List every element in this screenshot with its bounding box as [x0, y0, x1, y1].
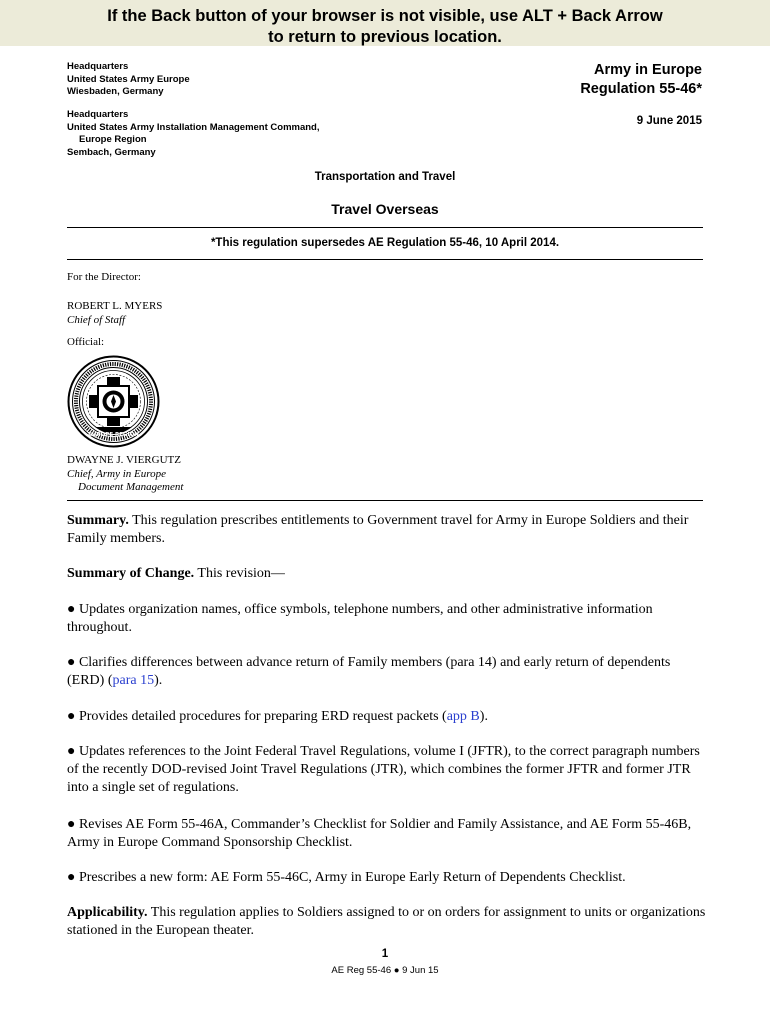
regulation-date: 9 June 2015 — [636, 115, 702, 127]
summary-of-change-paragraph — [67, 565, 707, 583]
for-the-director: For the Director: — [67, 271, 141, 283]
bullet-text: ● Provides detailed procedures for preparing ERD request packets ( — [67, 709, 447, 724]
official-signer-name: DWAYNE J. VIERGUTZ — [67, 454, 181, 466]
official-signer-block — [67, 454, 183, 495]
running-footer: AE Reg 55-46 ● 9 Jun 15 — [331, 965, 439, 976]
bullet-item: ● Updates references to the Joint Federal Travel Regulations, volume I (JFTR), to the correct paragraph numbers of the recently DOD-revised Joint Travel Regulations (JTR), which combines the former JFTR and former JTR into a single set of regulations. — [67, 744, 700, 795]
bullet-text: ). — [154, 673, 163, 688]
applicability-text: This regulation applies to Soldiers assigned to or on orders for assignment to units or organizations stationed in the European theater. — [67, 905, 706, 938]
signer-name: ROBERT L. MYERS — [67, 300, 163, 312]
hq-line: Wiesbaden, Germany — [67, 86, 164, 97]
official-label: Official: — [67, 336, 105, 348]
summary-of-change-text: This revision— — [194, 566, 285, 581]
subject-line: Transportation and Travel — [314, 171, 456, 183]
signer-title: Chief of Staff — [67, 313, 126, 326]
hq-line: Sembach, Germany — [67, 146, 156, 158]
europe-region-seal-icon — [67, 355, 160, 448]
appendix-b-link[interactable]: app B — [446, 709, 480, 724]
bullet-item: ● Updates organization names, office symbols, telephone numbers, and other administrative information throughout. — [67, 602, 653, 635]
applicability-label: Applicability. — [67, 905, 148, 920]
divider — [67, 259, 703, 260]
official-signer-title: Chief, Army in Europe — [67, 467, 166, 480]
page-number: 1 — [381, 948, 389, 960]
bullet-item: ● Revises AE Form 55-46A, Commander’s Checklist for Soldier and Family Assistance, and AE Form 55-46B, Army in Europe Command Sponsorship Checklist. — [67, 817, 692, 850]
regulation-title-line-1: Army in Europe — [594, 62, 702, 78]
bullet-item: ● Prescribes a new form: AE Form 55-46C, Army in Europe Early Return of Dependents Checklist. — [67, 870, 626, 885]
hq-line: Headquarters — [67, 61, 129, 72]
hq-line: Headquarters — [67, 109, 129, 120]
banner-line-1: If the Back button of your browser is not visible, use ALT + Back Arrow — [107, 7, 663, 25]
hq-line: Europe Region — [79, 134, 147, 145]
hq-line: United States Army Installation Management Command, — [67, 121, 320, 133]
back-button-banner — [0, 0, 770, 46]
bullet-text: ● Clarifies differences between advance return of Family members (para 14) and early return of dependents (ERD) ( — [67, 655, 671, 688]
supersedes-note: *This regulation supersedes AE Regulation 55-46, 10 April 2014. — [210, 237, 560, 249]
document-title: Travel Overseas — [331, 201, 439, 217]
bullet-item — [67, 654, 707, 690]
hq-imcom-block — [67, 109, 320, 159]
para-15-link[interactable]: para 15 — [112, 673, 155, 688]
regulation-title — [580, 61, 702, 98]
official-signer-title: Document Management — [78, 481, 184, 493]
bullet-text: ). — [479, 709, 488, 724]
summary-label: Summary. — [67, 513, 129, 528]
summary-of-change-label: Summary of Change. — [67, 566, 195, 581]
seal-text: EUROPE REGION — [88, 432, 139, 438]
divider — [67, 227, 703, 228]
bullet-item — [67, 708, 707, 726]
hq-line: United States Army Europe — [67, 73, 190, 85]
divider — [67, 500, 703, 501]
signer-block — [67, 300, 162, 327]
banner-line-2: to return to previous location. — [268, 28, 502, 46]
summary-text: This regulation prescribes entitlements to Government travel for Army in Europe Soldiers and their Family members. — [67, 513, 689, 546]
hq-usareur-block — [67, 61, 190, 99]
applicability-paragraph — [67, 904, 707, 940]
summary-paragraph — [67, 512, 707, 548]
regulation-title-line-2: Regulation 55-46* — [580, 80, 702, 97]
